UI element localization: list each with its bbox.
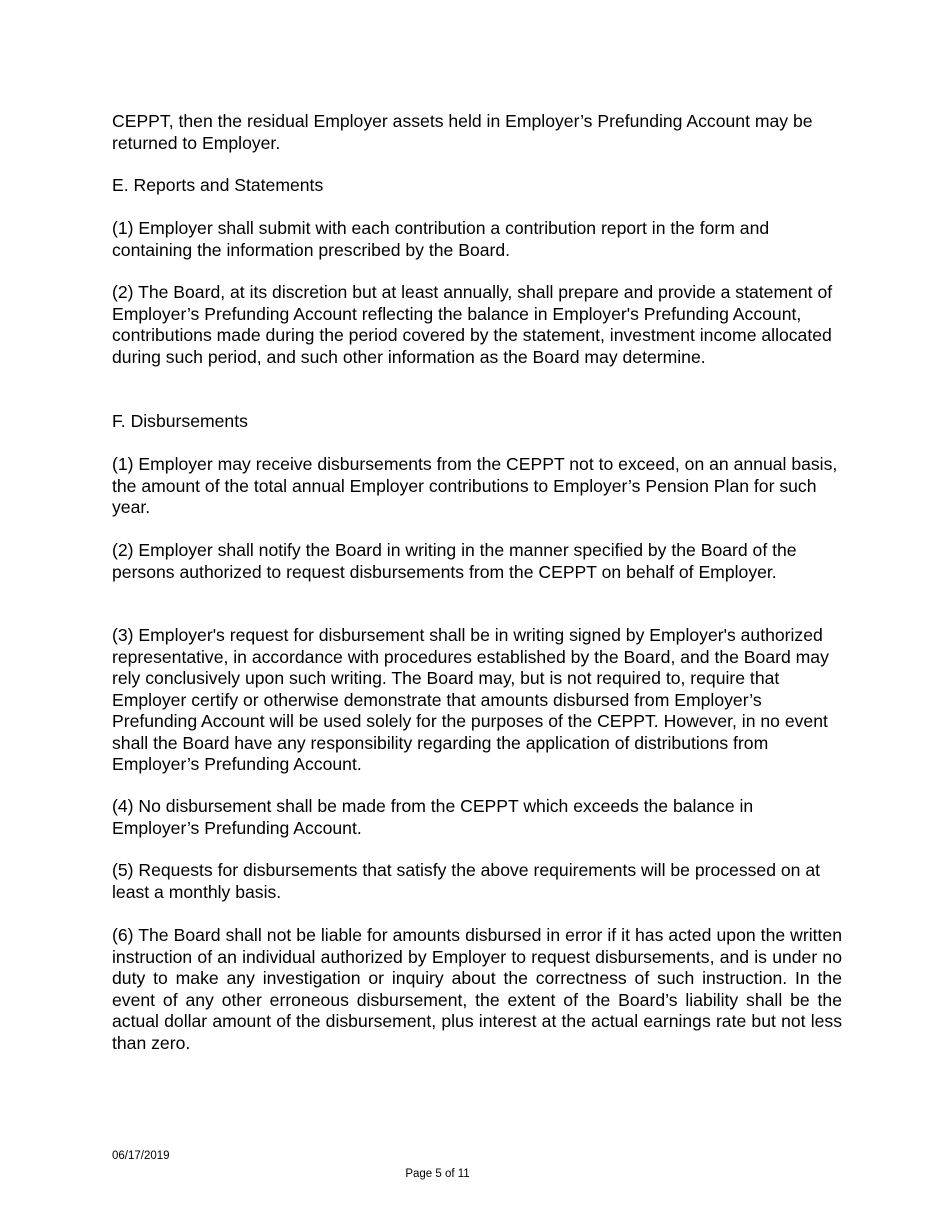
footer-date: 06/17/2019 (112, 1150, 170, 1162)
section-heading-disbursements: F. Disbursements (112, 411, 248, 431)
paragraph-reports-2: (2) The Board, at its discretion but at least annually, shall prepare and provide a statement of Employer’s Prefunding Account reflecting the balance in Employer's Prefunding Account, contributions made during the period covered by the statement, investment income allocated during such period, and such other information as the Board may determine. (112, 282, 833, 367)
paragraph-disbursements-2: (2) Employer shall notify the Board in writing in the manner specified by the Board of the persons authorized to request disbursements from the CEPPT on behalf of Employer. (112, 540, 797, 582)
footer-page-number: Page 5 of 11 (405, 1168, 470, 1180)
paragraph-disbursements-4: (4) No disbursement shall be made from the CEPPT which exceeds the balance in Employer’s Prefunding Account. (112, 796, 754, 838)
paragraph-disbursements-5: (5) Requests for disbursements that satisfy the above requirements will be processed on at least a monthly basis. (112, 860, 821, 902)
paragraph-disbursements-6: (6) The Board shall not be liable for amounts disbursed in error if it has acted upon the written instruction of an individual authorized by Employer to request disbursements, and is under no duty to make any investigation or inquiry about the correctness of such instruction. In the event of any other erroneous disbursement, the extent of the Board’s liability shall be the actual dollar amount of the disbursement, plus interest at the actual earnings rate but not less than zero. (112, 925, 842, 1053)
paragraph-disbursements-1: (1) Employer may receive disbursements from the CEPPT not to exceed, on an annual basis, the amount of the total annual Employer contributions to Employer’s Pension Plan for such year. (112, 454, 838, 517)
paragraph-reports-1: (1) Employer shall submit with each contribution a contribution report in the form and containing the information prescribed by the Board. (112, 218, 770, 260)
section-heading-reports: E. Reports and Statements (112, 175, 324, 195)
paragraph-residual-assets: CEPPT, then the residual Employer assets held in Employer’s Prefunding Account may be returned to Employer. (112, 111, 813, 153)
paragraph-disbursements-3: (3) Employer's request for disbursement shall be in writing signed by Employer's authorized representative, in accordance with procedures established by the Board, and the Board may rely conclusively upon such writing. The Board may, but is not required to, require that Employer certify or otherwise demonstrate that amounts disbursed from Employer’s Prefunding Account will be used solely for the purposes of the CEPPT. However, in no event shall the Board have any responsibility regarding the application of distributions from Employer’s Prefunding Account. (112, 625, 829, 774)
